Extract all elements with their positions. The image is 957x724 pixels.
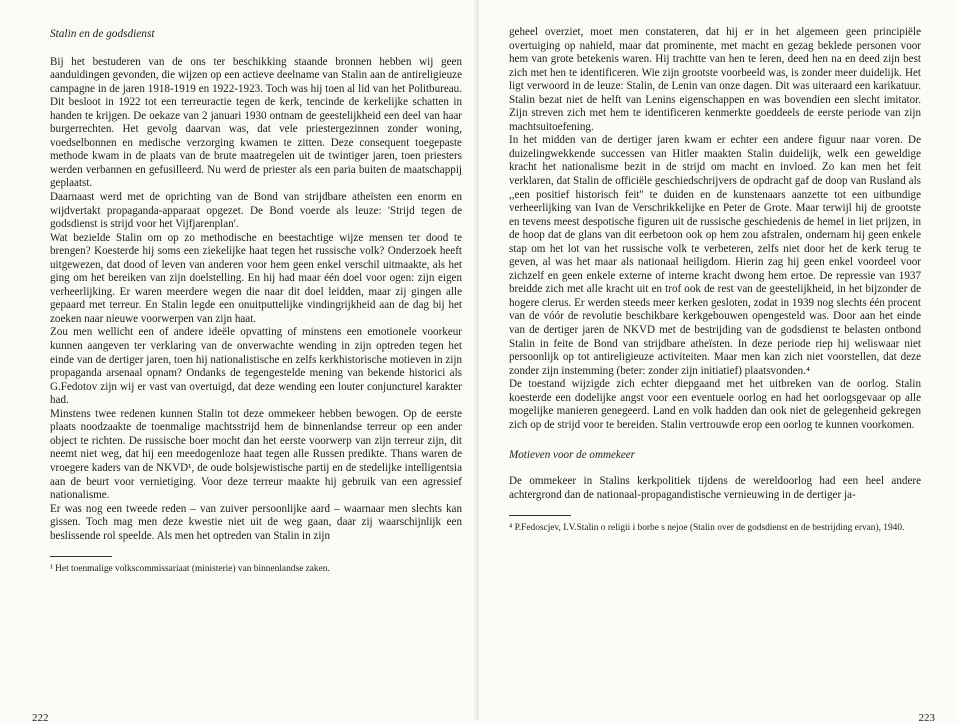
footnote-rule bbox=[50, 556, 112, 557]
paragraph: De toestand wijzigde zich echter diepgaand met het uitbreken van de oorlog. Stalin koesterde een dodelijke angst voor een eventuele oorlog en had het oorlogsgevaar op alle mogelijke manieren genegeerd. Land en volk hadden dan ook niet de gelegenheid gekregen zich op de strijd voor te bereiden. Stalin vertrouwde erop een oorlog te kunnen voorkomen. bbox=[509, 378, 921, 431]
paragraph: Er was nog een tweede reden – van zuiver persoonlijke aard – waarnaar men slechts kan gissen. Toch mag men deze kwestie niet uit de weg gaan, daar zij waarschijnlijk een beslissende rol speelde. Als men het optreden van Stalin in zijn bbox=[50, 502, 462, 542]
footnote: ⁴ P.Fedoscjev, I.V.Stalin o religii i borbe s nejoe (Stalin over de godsdienst en de bestrijding ervan), 1940. bbox=[509, 523, 905, 534]
section-heading: Motieven voor de ommekeer bbox=[509, 449, 635, 462]
right-page bbox=[479, 0, 957, 724]
paragraph: Daarnaast werd met de oprichting van de Bond van strijdbare atheïsten een enorm en wijdvertakt propaganda-apparaat opgezet. De Bond voerde als leuze: 'Strijd tegen de godsdienst is strijd voor het Vijfjarenplan'. bbox=[50, 191, 462, 231]
footnote-rule bbox=[509, 515, 571, 516]
paragraph: Minstens twee redenen kunnen Stalin tot deze ommekeer hebben bewogen. Op de eerste plaats noodzaakte de toenmalige machtsstrijd hem de binnenlandse terreur op een ander object te richten. De russische boer mocht dan het eerste voorwerp van zijn terreur zijn, dit neemt niet weg, dat hij een meedogenloze haat tegen alle Russen predikte. Thans waren de vroegere kaders van de NKVD¹, de oude bolsjewistische partij en de stedelijke intelligentsia aan de beurt voor vernietiging. Voor deze terreur maakte hij gebruik van een agressief nationalisme. bbox=[50, 407, 462, 502]
left-page bbox=[0, 0, 478, 724]
paragraph: geheel overziet, moet men constateren, dat hij er in het algemeen geen principiële overtuiging op nahield, maar dat prominente, met macht en gezag beklede personen voor hem van grote betekenis waren. Hij trachtte van hen te leren, deed hen na en deed zijn best zich met hen te identificeren. Wie zijn grootste voorbeeld was, is zonder meer duidelijk. Het ligt verwoord in de leuze: Stalin, de Lenin van onze dagen. Dit was uiteraard een karikatuur. Stalin bezat niet de helft van Lenins eigenschappen en was bovendien een slecht imitator. Zijn streven zich met hem te identificeren kenmerkte goeddeels de eerste periode van zijn machtsuitoefening. bbox=[509, 26, 921, 133]
paragraph: In het midden van de dertiger jaren kwam er echter een andere figuur naar voren. De duizelingwekkende successen van Hitler maakten Stalin duidelijk, welk een geweldige kracht het nationalisme bezit in de strijd om macht en invloed. Zo kan men het feit verklaren, dat Stalin de officiële geschiedschrijvers de opdracht gaf de doop van Rusland als ,,een positief historisch feit'' te duiden en de kunstenaars aanzette tot een uitbundige verheerlijking van Ivan de Verschrikkelijke en Peter de Grote. Maar terwijl hij de grootste en tevens meest despotische figuren uit de russische geschiedenis de hemel in liet prijzen, in de hoop dat de glans van dit eerbetoon ook op hem zou afstralen, ondernam hij geen enkele stap om het lot van het russische volk te verbeteren, zelfs niet door het de kerk terug te geven, al was het maar als nationaal heiligdom. Hierin zag hij geen enkel voordeel voor zichzelf en geen enkele externe of interne kracht dwong hem ertoe. De repressie van 1937 breidde zich met alle kracht uit en trof ook de rest van de geestelijkheid, in het bijzonder de hogere clerus. Er werden steeds meer kerken gesloten, zodat in 1939 nog slechts één procent van de vóór de revolutie beschikbare kerkgebouwen opengesteld was. Door aan het einde van de dertiger jaren de NKVD met de bestrijding van de godsdienst te belasten ontbond Stalin in feite de Bond van strijdbare atheïsten. In deze periode riep hij weliswaar niet persoonlijk op tot antireligieuze activiteiten. Maar men kan zich niet voorstellen, dat deze zonder zijn instemming (beter: zonder zijn initiatief) plaatsvonden.⁴ bbox=[509, 134, 921, 377]
paragraph: Bij het bestuderen van de ons ter beschikking staande bronnen hebben wij geen aanduidingen gevonden, die wijzen op een actieve deelname van Stalin aan de antireligieuze campagne in de jaren 1918-1919 en 1922-1923. Toch was hij toen al lid van het Politbureau. Dit besloot in 1922 tot een terreuractie tegen de kerk, tencinde de kerkelijke schatten in handen te krijgen. De oekaze van 2 januari 1930 ontnam de geestelijkheid een deel van haar burgerrechten. Het gevolg daarvan was, dat vele priestergezinnen zonder woning, voedselbonnen en medische verzorging kwamen te zitten. Deze consequent toegepaste methode kwam in de plaats van de brute maatregelen uit de twintiger jaren, toen priesters werden verbannen en gefusilleerd. Nu werd de priester als een paria buiten de maatschappij geplaatst. bbox=[50, 55, 462, 190]
page-number: 223 bbox=[918, 712, 935, 724]
paragraph: Zou men wellicht een of andere ideële opvatting of minstens een emotionele voorkeur kunnen aangeven ter verklaring van de onverwachte wending in zijn optreden tegen het einde van de dertiger jaren, toen hij nationalistische en zelfs kerkhistorische motieven in zijn propaganda arsenaal opnam? Ondanks de tegengestelde mening van bekende historici als G.Fedotov zijn wij er vast van overtuigd, dat deze wending een louter conjuncturel karakter had. bbox=[50, 326, 462, 407]
left-page-text bbox=[50, 28, 462, 576]
page-number: 222 bbox=[32, 712, 49, 724]
paragraph: De ommekeer in Stalins kerkpolitiek tijdens de wereldoorlog had een heel andere achtergrond dan de nationaal-propagandistische vernieuwing in de dertiger ja- bbox=[509, 474, 921, 501]
paragraph: Wat bezielde Stalin om op zo methodische en beestachtige wijze mensen ter dood te brengen? Koesterde hij soms een ziekelijke haat tegen het russische volk? Onderzoek heeft uitgewezen, dat dood of leven van anderen voor hem geen enkel verschil uitmaakte, als het ging om het bereiken van zijn doelstelling. En hij had maar één doel voor ogen: zijn eigen verheerlijking. Er waren meerdere wegen die naar dit doel leidden, maar zij gingen alle gepaard met terreur. En Stalin legde een onuitputtelijke vindingrijkheid aan de dag bij het zoeken naar nieuwe voorwerpen van zijn haat. bbox=[50, 231, 462, 325]
right-page-text bbox=[509, 26, 921, 534]
footnote: ¹ Het toenmalige volkscommissariaat (ministerie) van binnenlandse zaken. bbox=[50, 564, 330, 575]
running-head: Stalin en de godsdienst bbox=[50, 28, 155, 40]
